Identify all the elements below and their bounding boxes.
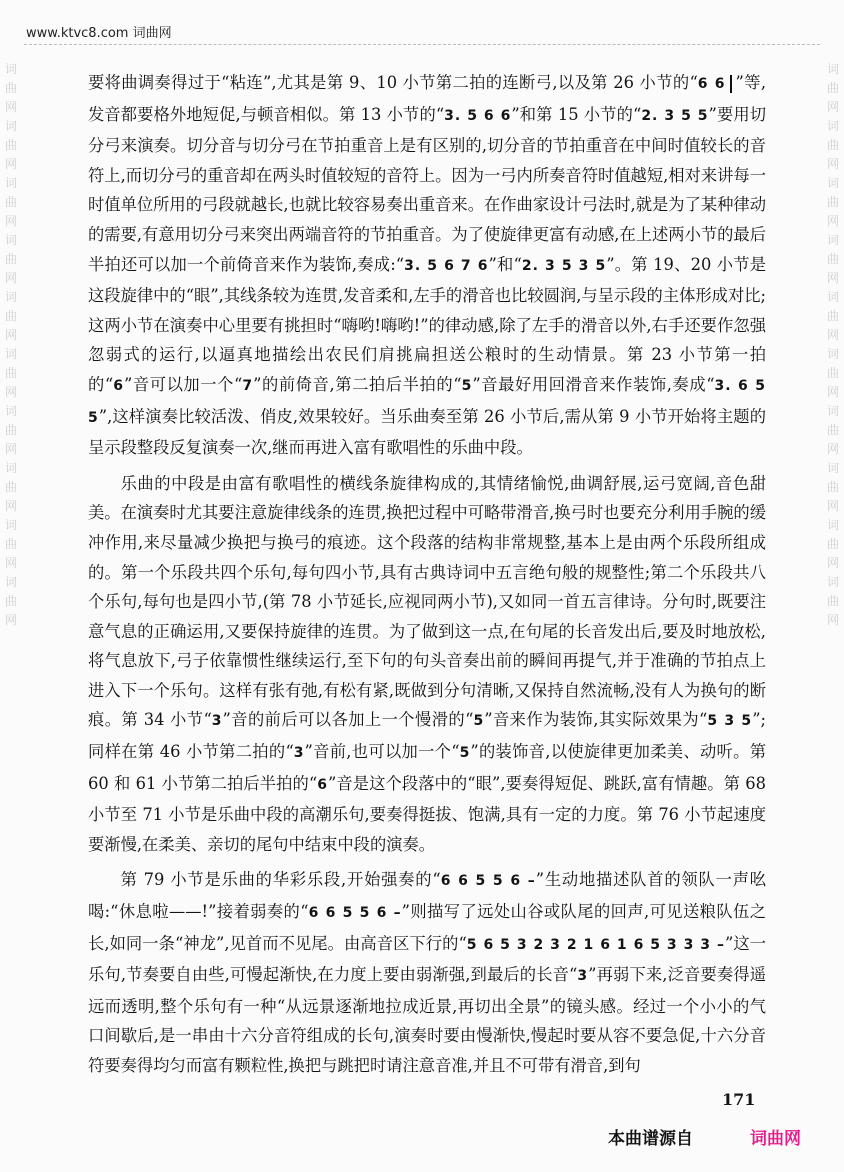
text-run: ”则描写了远处山谷或队尾的回声,可见送粮队伍之长,如同一条“神龙”,见首而不见尾。由高音区下行的“ (88, 902, 766, 953)
text-run: ”再弱下来,泛音要奏得遥远而透明,整个乐句有一种“从远景逐渐地拉成近景,再切出全景”的镜头感。经过一个小小的气口间歇后,是一串由十六分音符组成的长句,演奏时要由慢渐快,慢起时要从容不要急促,十六分音符要奏得均匀而富有颗粒性,换把与跳把时请注意音准,并且不可带有滑音,到句 (88, 965, 766, 1075)
notation-snippet: 6 6 5 5 6 – (440, 873, 536, 890)
watermark-right: 词曲网词曲网词曲网词曲网词曲网词曲网词曲网词曲网词曲网词曲网 (826, 62, 839, 627)
notation-snippet: 3 (211, 713, 223, 730)
site-url-header: www.ktvc8.com 词曲网 (26, 26, 172, 41)
notation-snippet: 6 (317, 776, 328, 793)
text-run: ”,这样演奏比较活泼、俏皮,效果较好。当乐曲奏至第 26 小节后,需从第 9 小节开始将主题的呈示段整段反复演奏一次,继而再进入富有歌唱性的乐曲中段。 (88, 406, 766, 458)
notation-snippet: 3 (577, 968, 589, 985)
notation-snippet: 5 6 5 3 2 3 2 1 6 1 6 5 3 3 3 – (466, 936, 725, 953)
paragraph-2 (88, 469, 766, 860)
text-run: ”音前,也可以加一个“ (304, 742, 460, 762)
text-run: ”音是这个段落中的“眼”,要奏得短促、跳跃,富有情趣。第 68 小节至 71 小节是乐曲中段的高潮乐句,要奏得挺拔、饱满,具有一定的力度。第 76 小节起速度要渐慢,在柔美、亲切的尾句中结束中段的演奏。 (88, 773, 766, 854)
site-logo[interactable]: 词曲网 (750, 1129, 801, 1149)
document-body (88, 68, 766, 1081)
notation-snippet: 5 (461, 377, 473, 394)
barline (730, 75, 732, 93)
notation-snippet: 5 (459, 745, 471, 762)
notation-snippet: 6 6 (697, 76, 726, 92)
text-run: ”音可以加一个“ (123, 374, 243, 394)
text-run: ”要用切分弓来演奏。切分音与切分弓在节拍重音上是有区别的,切分音的节拍重音在中间时值较长的音符上,而切分弓的重音却在两头时值较短的音符上。因为一弓内所奏音符时值越短,相对来讲每一时值单位所用的弓段就越长,也就比较容易奏出重音来。在作曲家设计弓法时,就是为了某种律动的需要,有意用切分弓来突出两端音符的节拍重音。为了使旋律更富有动感,在上述两小节的最后半拍还可以加一个前倚音来作为装饰,奏成:“ (88, 104, 767, 274)
notation-snippet: 2. 3 5 5 (641, 107, 709, 124)
notation-snippet: 3. 6 5 5 (88, 377, 766, 426)
text-run: ”的装饰音,以使旋律更加柔美、动听。第 60 和 61 小节第二拍后半拍的“ (88, 742, 766, 793)
header-divider (24, 44, 820, 45)
notation-snippet: 3 (293, 745, 305, 762)
text-run: ”等,发音都要格外地短促,与顿音相似。第 13 小节的“ (88, 73, 767, 124)
notation-snippet: 7 (242, 377, 254, 394)
text-run: ”的前倚音,第二拍后半拍的“ (253, 374, 462, 394)
text-run: 乐曲的中段是由富有歌唱性的横线条旋律构成的,其情绪愉悦,曲调舒展,运弓宽阔,音色甜美。在演奏时尤其要注意旋律线条的连贯,换把过程中可略带滑音,换弓时也要充分利用手腕的缓冲作用,来尽量减少换把与换弓的痕迹。这个段落的结构非常规整,基本上是由两个乐段所组成的。第一个乐段共四个乐句,每句四小节,具有古典诗词中五言绝句般的规整性;第二个乐段共八个乐句,每句也是四小节,(第 78 小节延长,应视同两小节),又如同一首五言律诗。分句时,既要注意气息的正确运用,又要保持旋律的连贯。为了做到这一点,在句尾的长音发出后,要及时地放松,将气息放下,弓子依靠惯性继续运行,至下句的句头音奏出前的瞬间再提气,并于准确的节拍点上进入下一个乐句。这样有张有弛,有松有紧,既做到分句清晰,又保持自然流畅,没有人为换句的断痕。第 34 小节“ (88, 473, 766, 730)
text-run: ”和“ (488, 254, 522, 274)
notation-snippet: 5 (473, 713, 485, 730)
text-run: 第 79 小节是乐曲的华彩乐段,开始强奏的“ (120, 870, 441, 890)
notation-snippet: 6 (113, 377, 124, 394)
text-run: ”和第 15 小节的“ (511, 104, 642, 124)
text-run: ”音最好用回滑音来作装饰,奏成“ (472, 374, 715, 394)
notation-snippet: 3. 5 6 7 6 (404, 257, 489, 274)
text-run: ”生动地描述队首的领队一声吆喝:“休息啦——!”接着弱奏的“ (88, 870, 766, 922)
text-run: 要将曲调奏得过于“粘连”,尤其是第 9、10 小节第二拍的连断弓,以及第 26 小节的“ (88, 73, 698, 92)
paragraph-3 (88, 865, 766, 1080)
notation-snippet: 6 6 5 5 6 – (308, 905, 402, 922)
notation-snippet: 2. 3 5 3 5 (521, 257, 607, 274)
paragraph-1 (88, 68, 766, 463)
text-run: ”;同样在第 46 小节第二拍的“ (88, 710, 766, 762)
text-run: ”这一乐句,节奏要自由些,可慢起渐快,在力度上要由弱渐强,到最后的长音“ (88, 933, 766, 985)
notation-snippet: 5 3 5 (707, 713, 753, 730)
text-run: ”音的前后可以各加上一个慢滑的“ (222, 710, 474, 730)
notation-snippet: 3. 5 6 6 (444, 107, 512, 124)
source-label: 本曲谱源自 (608, 1129, 693, 1149)
watermark-left: 词曲网词曲网词曲网词曲网词曲网词曲网词曲网词曲网词曲网词曲网 (4, 62, 17, 627)
page-number: 171 (722, 1090, 756, 1109)
text-run: ”音来作为装饰,其实际效果为“ (484, 710, 708, 730)
text-run: ”。第 19、20 小节是这段旋律中的“眼”,其线条较为连贯,发音柔和,左手的滑音也比较圆润,与呈示段的主体形成对比;这两小节在演奏中心里要有挑担时“嗨哟!嗨哟!”的律动感,除了左手的滑音以外,右手还要作忽强忽弱式的运行,以逼真地描绘出农民们肩挑扁担送公粮时的生动情景。第 23 小节第一拍的“ (88, 254, 766, 394)
